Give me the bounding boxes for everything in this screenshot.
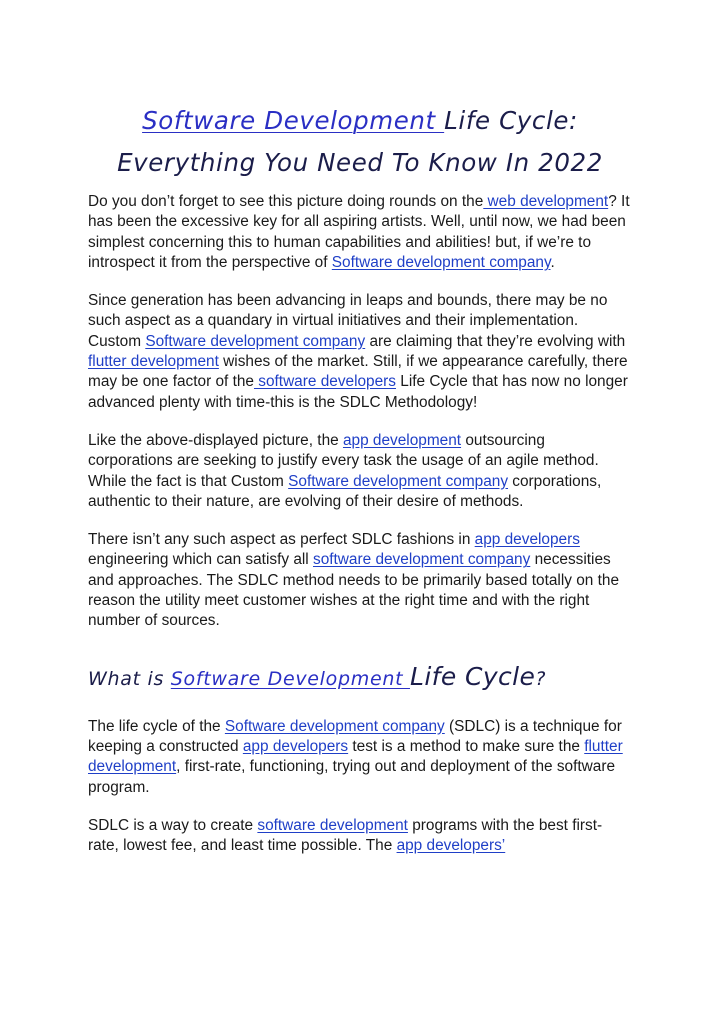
paragraph-5	[88, 717, 632, 798]
paragraph-text: are claiming that they’re evolving with	[365, 332, 626, 350]
link-software-development-company[interactable]: software development company	[313, 551, 531, 569]
paragraph-text: outsourcing corporations are seeking to justify every task the usage of an agile method. While the fact is that Custom	[88, 431, 599, 490]
link-software-development[interactable]: software development	[257, 816, 408, 834]
section-heading	[88, 662, 632, 691]
paragraph-text: test is a method to make sure the	[348, 737, 585, 755]
title-line-1	[88, 100, 632, 142]
page-title	[88, 100, 632, 184]
link-app-developers[interactable]: app developers	[242, 737, 349, 755]
paragraph-text: Do you don’t forget to see this picture doing rounds on the	[88, 193, 484, 210]
link-app-development[interactable]: app development	[342, 431, 462, 449]
paragraph-4	[88, 530, 632, 631]
link-software-development-company[interactable]: Software development company	[145, 332, 366, 350]
paragraph-text: wishes of the market. Still, if we appearance carefully, there may be one factor of the	[88, 353, 628, 391]
title-link[interactable]: Software Development	[142, 106, 445, 135]
paragraph-6	[88, 816, 632, 857]
paragraph-1	[88, 192, 632, 273]
paragraph-text: , first-rate, functioning, trying out and deployment of the software program.	[88, 758, 616, 796]
link-software-development-company[interactable]: Software development company	[224, 717, 445, 735]
paragraph-2	[88, 291, 632, 413]
title-line-2: Everything You Need To Know In 2022	[117, 148, 603, 177]
link-software-developers[interactable]: software developers	[253, 373, 396, 391]
paragraph-text: The life cycle of the	[88, 717, 225, 735]
paragraph-3	[88, 431, 632, 512]
paragraph-text: ? It has been the excessive key for all aspiring artists. Well, until now, we had been simplest concerning this to human capabilities and abilities! but, if we’re to introspect it from the perspective of	[88, 193, 630, 271]
paragraph-text: engineering which can satisfy all	[88, 551, 313, 569]
paragraph-text: SDLC is a way to create	[88, 816, 258, 834]
link-software-development-company[interactable]: Software development company	[331, 253, 551, 271]
paragraph-text: necessities and approaches. The SDLC method needs to be primarily based totally on the reason the utility meet customer wishes at the right time and with the right number of sources.	[88, 551, 620, 630]
heading-question-mark: ?	[535, 667, 547, 690]
paragraph-text: There isn’t any such aspect as perfect SDLC fashions in	[88, 531, 475, 549]
link-app-developers[interactable]: app developers’	[396, 837, 506, 855]
heading-text: What is	[88, 667, 171, 690]
link-flutter-development[interactable]: flutter development	[88, 737, 623, 776]
paragraph-text: (SDLC) is a technique for keeping a constructed	[88, 717, 622, 755]
paragraph-text: programs with the best first-rate, lowest fee, and least time possible. The	[88, 816, 603, 855]
link-flutter-development[interactable]: flutter development	[88, 353, 219, 371]
paragraph-text: Life Cycle that has now no longer advanced plenty with time-this is the SDLC Methodology!	[88, 373, 628, 411]
paragraph-text: Like the above-displayed picture, the	[88, 431, 343, 449]
paragraph-text: Since generation has been advancing in leaps and bounds, there may be no such aspect as a quandary in virtual initiatives and their implementation. Custom	[88, 292, 608, 350]
link-web-development[interactable]: web development	[483, 193, 609, 210]
heading-text-large: Life Cycle	[409, 661, 536, 691]
heading-link[interactable]: Software Development	[170, 667, 410, 690]
title-text: Life Cycle:	[444, 106, 578, 135]
link-software-development-company[interactable]: Software development company	[288, 472, 509, 490]
link-app-developers[interactable]: app developers	[474, 531, 580, 549]
paragraph-text: corporations, authentic to their nature, are evolving of their desire of methods.	[88, 472, 602, 510]
paragraph-text: .	[550, 253, 555, 271]
